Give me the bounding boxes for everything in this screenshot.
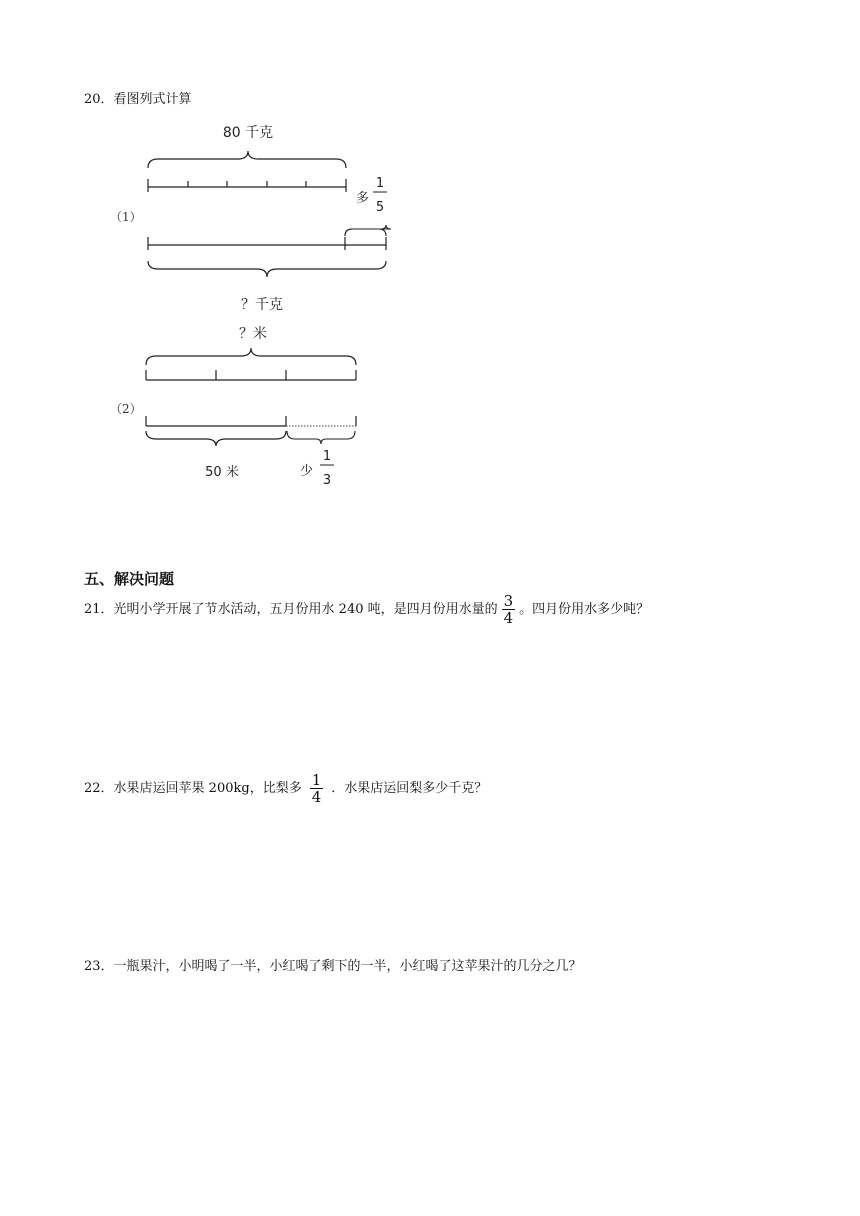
diagram2-top-label: ？米 — [239, 326, 267, 342]
diagram2-less-den: 3 — [322, 473, 332, 488]
q21 — [84, 593, 649, 626]
diagram1-more-den: 5 — [375, 200, 385, 215]
q23-number: 23． — [84, 959, 114, 974]
q22-frac-num: 1 — [311, 771, 322, 789]
q21-frac-num: 3 — [503, 592, 514, 610]
diagram1-top-brace — [148, 151, 346, 168]
q21-fraction — [502, 593, 516, 626]
q21-number: 21． — [84, 602, 114, 617]
q22-fraction — [310, 772, 324, 805]
diagram1-bottom-label: ？千克 — [241, 297, 283, 313]
q20-text: 看图列式计算 — [113, 92, 192, 107]
q20-title — [84, 90, 192, 110]
q20-diagram-1 — [140, 115, 400, 315]
diagram2-bottom-left-label: 50 米 — [205, 465, 239, 480]
q22-text-before: 水果店运回苹果 200kg，比梨多 — [113, 781, 302, 796]
diagram2-less-num: 1 — [322, 449, 332, 464]
q22-number: 22． — [84, 781, 114, 796]
diagram2-less-word: 少 — [300, 464, 314, 479]
diagram1-bottom-brace — [148, 261, 386, 277]
diagram1-top-ticks — [148, 179, 346, 192]
q23-text: 一瓶果汁，小明喝了一半，小红喝了剩下的一半，小红喝了这苹果汁的几分之几？ — [113, 959, 582, 974]
q22-frac-den: 4 — [311, 788, 322, 806]
diagram2-right-brace — [287, 431, 355, 444]
q21-text-after: 。四月份用水多少吨？ — [519, 602, 650, 617]
diagram2-top-brace — [146, 348, 356, 365]
diagram1-top-label: 80 千克 — [222, 125, 274, 141]
section-5-heading: 五、解决问题 — [84, 570, 175, 588]
q21-frac-den: 4 — [503, 609, 514, 627]
q20-part1-label: （1） — [110, 210, 142, 224]
q20-diagram-2 — [140, 318, 380, 498]
diagram2-left-brace — [146, 431, 286, 446]
q20-part2-label: （2） — [110, 402, 142, 416]
q23 — [84, 957, 582, 977]
diagram1-more-num: 1 — [375, 176, 385, 191]
q22 — [84, 772, 487, 805]
q21-text-before: 光明小学开展了节水活动，五月份用水 240 吨，是四月份用水量的 — [113, 602, 498, 617]
diagram1-more-word: 多 — [356, 191, 370, 206]
q22-text-after: ．水果店运回梨多少千克？ — [331, 781, 488, 796]
q20-number: 20． — [84, 92, 114, 107]
